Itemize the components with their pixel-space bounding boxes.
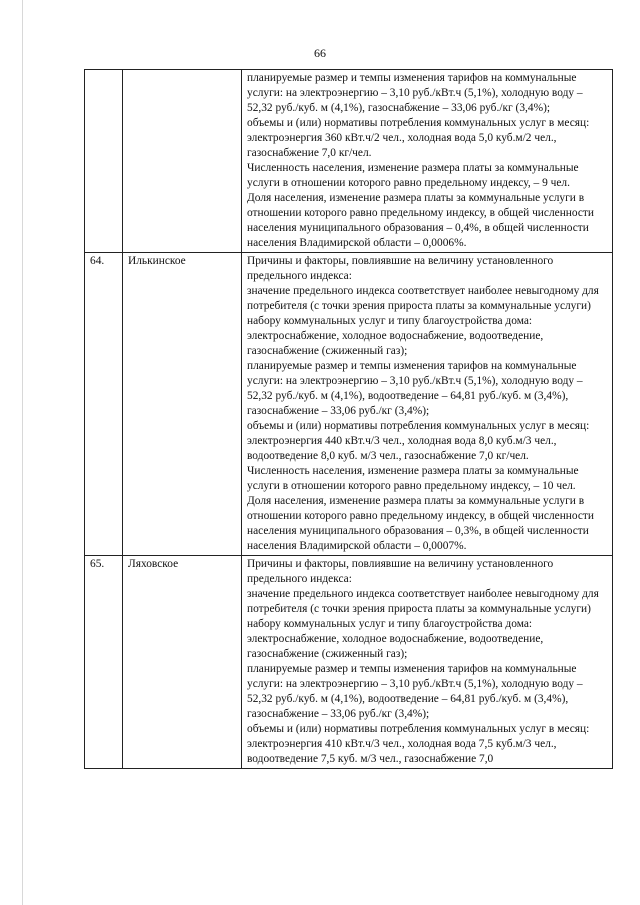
row-number — [85, 70, 123, 253]
description-paragraph: Численность населения, изменение размера платы за коммунальные услуги в отношении которого равно предельному индексу, – 10 чел. — [247, 465, 579, 492]
description-paragraph: объемы и (или) нормативы потребления коммунальных услуг в месяц: электроэнергия 410 кВт.ч/3 чел., холодная вода 7,5 куб.м/3 чел., водоотведение 7,5 куб. м/3 чел., газоснабжение 7,0 — [247, 723, 590, 765]
row-description — [242, 253, 613, 556]
row-description — [242, 70, 613, 253]
description-paragraph: Доля населения, изменение размера платы за коммунальные услуги в отношении которого равно предельному индексу, в общей численности населения муниципального образования – 0,4%, в общей численности населения Владимирской области – 0,0006%. — [247, 192, 594, 249]
description-paragraph: объемы и (или) нормативы потребления коммунальных услуг в месяц: электроэнергия 360 кВт.ч/2 чел., холодная вода 5,0 куб.м/2 чел., газоснабжение 7,0 кг/чел. — [247, 117, 590, 159]
municipality-name — [123, 70, 242, 253]
description-paragraph: планируемые размер и темпы изменения тарифов на коммунальные услуги: на электроэнергию – 3,10 руб./кВт.ч (5,1%), холодную воду – 52,32 руб./куб. м (4,1%), водоотведение – 64,81 руб./куб. м (3,4%), газоснабжение – 33,06 руб./кг (3,4%); — [247, 663, 583, 720]
description-paragraph: значение предельного индекса соответствует наиболее невыгодному для потребителя (с точки зрения прироста платы за коммунальные услуги) набору коммунальных услуг и типу благоустройства дома: электроснабжение, холодное водоснабжение, водоотведение, газоснабжение (сжиженный газ); — [247, 285, 599, 357]
table-row — [85, 556, 613, 769]
table-row — [85, 70, 613, 253]
description-paragraph: планируемые размер и темпы изменения тарифов на коммунальные услуги: на электроэнергию – 3,10 руб./кВт.ч (5,1%), холодную воду – 52,32 руб./куб. м (4,1%), водоотведение – 64,81 руб./куб. м (3,4%), газоснабжение – 33,06 руб./кг (3,4%); — [247, 360, 583, 417]
description-paragraph: Численность населения, изменение размера платы за коммунальные услуги в отношении которого равно предельному индексу, – 9 чел. — [247, 162, 579, 189]
row-description — [242, 556, 613, 769]
description-paragraph: планируемые размер и темпы изменения тарифов на коммунальные услуги: на электроэнергию – 3,10 руб./кВт.ч (5,1%), холодную воду – 52,32 руб./куб. м (4,1%), газоснабжение – 33,06 руб./кг (3,4%); — [247, 72, 583, 114]
municipality-name: Илькинское — [123, 253, 242, 556]
description-paragraph: Причины и факторы, повлиявшие на величину установленного предельного индекса: — [247, 255, 554, 282]
row-number: 64. — [85, 253, 123, 556]
description-paragraph: Доля населения, изменение размера платы за коммунальные услуги в отношении которого равно предельному индексу, в общей численности населения муниципального образования – 0,3%, в общей численности населения Владимирской области – 0,0007%. — [247, 495, 594, 552]
description-paragraph: Причины и факторы, повлиявшие на величину установленного предельного индекса: — [247, 558, 554, 585]
description-paragraph: значение предельного индекса соответствует наиболее невыгодному для потребителя (с точки зрения прироста платы за коммунальные услуги) набору коммунальных услуг и типу благоустройства дома: электроснабжение, холодное водоснабжение, водоотведение, газоснабжение (сжиженный газ); — [247, 588, 599, 660]
page-number: 66 — [314, 46, 326, 60]
municipality-name: Ляховское — [123, 556, 242, 769]
table-row — [85, 253, 613, 556]
row-number: 65. — [85, 556, 123, 769]
scan-margin-line — [22, 0, 23, 905]
tariff-table — [84, 69, 613, 769]
description-paragraph: объемы и (или) нормативы потребления коммунальных услуг в месяц: электроэнергия 440 кВт.ч/3 чел., холодная вода 8,0 куб.м/3 чел., водоотведение 8,0 куб. м/3 чел., газоснабжение 7,0 кг/чел. — [247, 420, 590, 462]
